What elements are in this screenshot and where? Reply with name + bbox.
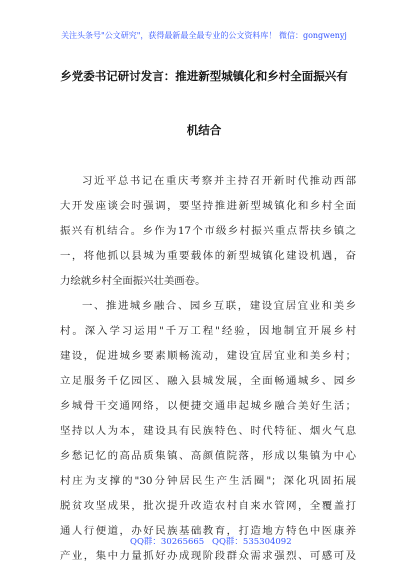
body-line: 力绘就乡村全面振兴壮美画卷。 xyxy=(60,275,206,287)
footer-qq-group-1: QQ群：30265665 xyxy=(130,537,205,547)
body-line: 一、推进城乡融合、园乡互联，建设宜居宜业和美乡 xyxy=(82,300,356,312)
body-line: 振兴有机结合。乡作为17个市级乡村振兴重点帮扶乡镇之 xyxy=(60,225,356,237)
body-line: 产业，集中力量抓好办成现阶段群众需求强烈、可感可及 xyxy=(60,550,356,562)
body-line: 坚持以人为本，建设具有民族特色、时代特征、烟火气息 xyxy=(60,425,356,437)
document-title-line-2: 机结合 xyxy=(186,123,222,137)
footer-qq-group-2: QQ群：535304092 xyxy=(212,537,292,547)
body-line: 建设，促进城乡要素顺畅流动，建设宜居宜业和美乡村； xyxy=(60,350,356,362)
document-title-line-1: 乡党委书记研讨发言：推进新型城镇化和乡村全面振兴有 xyxy=(60,69,348,83)
header-notice: 关注头条号"公文研究"，获得最新最全最专业的公文资料库！ 微信：gongwenyj xyxy=(61,31,347,40)
body-line: 村庄为支撑的"30分钟居民生产生活圈"；深化巩固拓展 xyxy=(60,475,356,487)
body-line: 村。深入学习运用"千万工程"经验，因地制宜开展乡村 xyxy=(60,325,356,337)
body-line: 乡愁记忆的高品质集镇、高颜值院落，形成以集镇为中心 xyxy=(60,450,356,462)
body-line: 大开发座谈会时强调，要坚持推进新型城镇化和乡村全面 xyxy=(60,200,356,212)
body-line: 乡城骨干交通网络，以便捷交通串起城乡融合美好生活； xyxy=(60,400,356,412)
body-line: 脱贫攻坚成果，批次提升改造农村自来水管网，全覆盖打 xyxy=(60,500,356,512)
body-line: 立足服务千亿园区、融入县城发展，全面畅通城乡、园乡 xyxy=(60,375,356,387)
body-line: 一，将他抓以县城为重要载体的新型城镇化建设机遇，奋 xyxy=(60,250,356,262)
body-line: 通人行便道，办好民族基础教育，打造地方特色中医康养 xyxy=(60,525,356,537)
body-line: 习近平总书记在重庆考察并主持召开新时代推动西部 xyxy=(82,175,356,187)
